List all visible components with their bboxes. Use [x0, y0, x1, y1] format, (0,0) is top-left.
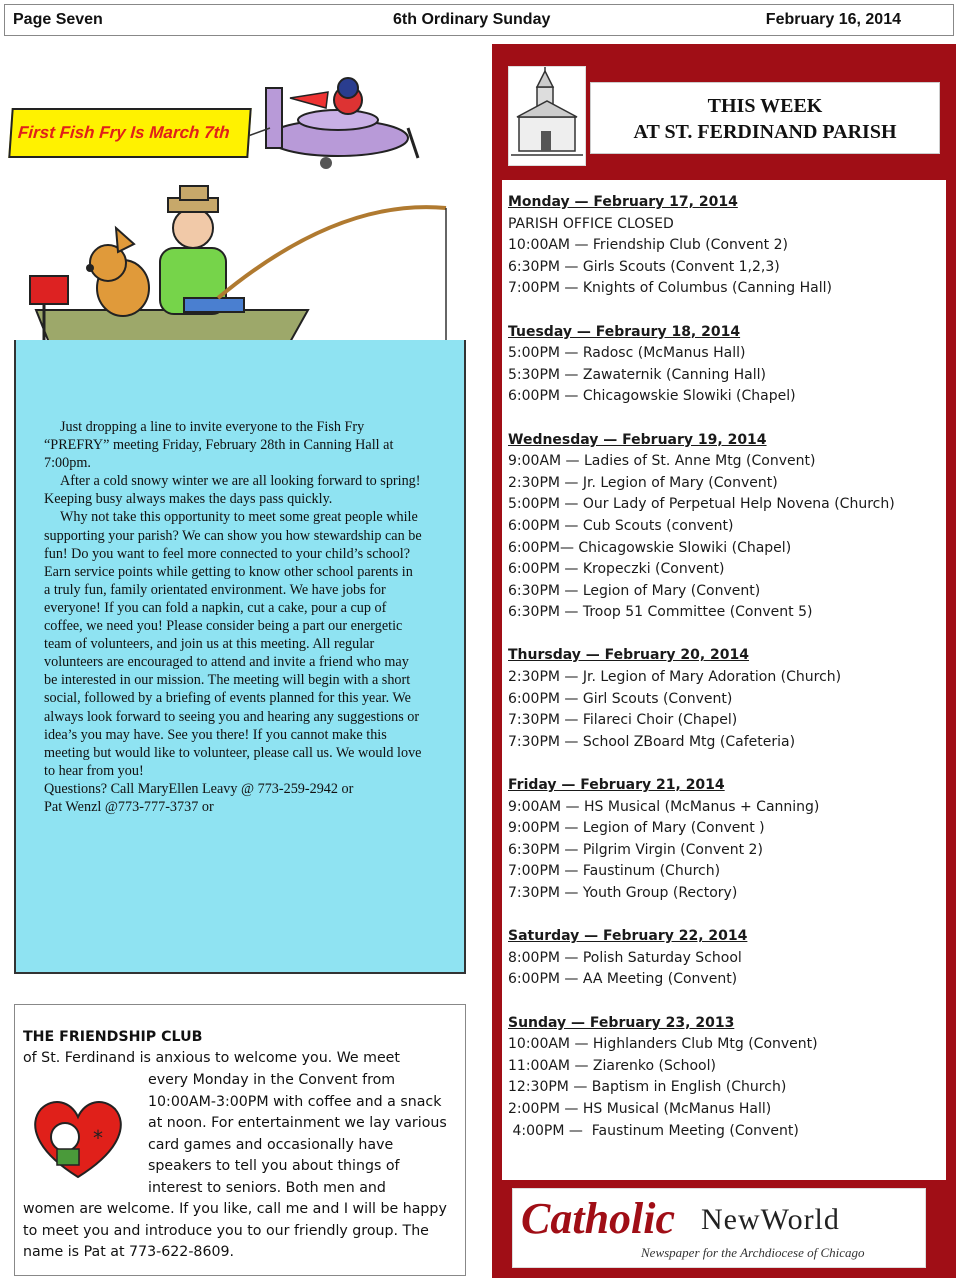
ad-tagline: Newspaper for the Archdiocese of Chicago — [641, 1245, 865, 1260]
friendship-club-intro: of St. Ferdinand is anxious to welcome you. We meet — [23, 1050, 400, 1066]
fish-fry-paragraph: Why not take this opportunity to meet some great people while supporting your parish? We can show you how stewardship can be fun! Do you want to feel more connected to your child’s school? Earn service points while getting to know other school parents in a truly fun, family orientated environment. We have jobs for everyone! If you can fold a napkin, cut a cake, pour a cup of coffee, we need you! Please consider being a part our energetic team of volunteers, and join us at this meeting. All regular volunteers are encouraged to attend and invite a friend who may be interested in our mission. The meeting will begin with a short social, followed by a briefing of events planned for this year. We always look forward to seeing you and hearing any suggestions or idea’s you may have. See you there! If you cannot make this meeting but would like to volunteer, please call us. We would love to hear from you! — [44, 509, 422, 779]
friendship-club-title: THE FRIENDSHIP CLUB — [23, 1029, 203, 1045]
schedule-item: 2:00PM — HS Musical (McManus Hall) — [508, 1100, 772, 1117]
schedule-item: 6:00PM — Girl Scouts (Convent) — [508, 690, 733, 707]
schedule-day-title: Friday — February 21, 2014 — [508, 777, 725, 794]
schedule-item: 7:00PM — Faustinum (Church) — [508, 863, 721, 880]
schedule-day-title: Tuesday — Febraury 18, 2014 — [508, 323, 741, 340]
heart-icon — [23, 1093, 133, 1183]
ad-logo-newworld — [701, 1203, 840, 1237]
fish-fry-contact: Questions? Call MaryEllen Leavy @ 773-259-2942 or — [44, 780, 354, 797]
dog-icon — [86, 228, 149, 316]
schedule-day-title: Wednesday — February 19, 2014 — [508, 431, 767, 448]
fish-fry-paragraph: After a cold snowy winter we are all looking forward to spring! Keeping busy always makes the days pass quickly. — [44, 473, 421, 508]
schedule-item: 10:00AM — Friendship Club (Convent 2) — [508, 237, 788, 254]
schedule-item: 9:00PM — Legion of Mary (Convent ) — [508, 820, 765, 837]
schedule-item: 7:30PM — Filareci Choir (Chapel) — [508, 712, 738, 729]
this-week-title — [590, 82, 940, 154]
schedule-day — [508, 775, 940, 905]
schedule-item: 5:00PM — Radosc (McManus Hall) — [508, 345, 746, 362]
friendship-club-details: every Monday in the Convent from 10:00AM-3:00PM with coffee and a snack at noon. For entertainment we lay various card games and occasionally have speakers to tell you about things of interest to seniors. Both men and — [148, 1072, 447, 1196]
schedule-item: 6:00PM — Cub Scouts (convent) — [508, 517, 734, 534]
fisherman-icon — [160, 186, 244, 314]
church-image — [508, 66, 586, 166]
schedule-item: PARISH OFFICE CLOSED — [508, 215, 674, 232]
schedule-item: 7:30PM — School ZBoard Mtg (Cafeteria) — [508, 733, 796, 750]
schedule-item: 7:00PM — Knights of Columbus (Canning Hall) — [508, 280, 832, 297]
svg-text:*: * — [93, 1126, 103, 1150]
schedule-day — [508, 430, 940, 624]
schedule-item: 5:30PM — Zawaternik (Canning Hall) — [508, 366, 767, 383]
schedule-day — [508, 926, 940, 991]
this-week-title-line2: AT ST. FERDINAND PARISH — [633, 121, 897, 143]
schedule-item: 11:00AM — Ziarenko (School) — [508, 1057, 716, 1074]
schedule-item: 9:00AM — Ladies of St. Anne Mtg (Convent) — [508, 453, 816, 470]
schedule-item: 10:00AM — Highlanders Club Mtg (Convent) — [508, 1036, 818, 1053]
church-icon — [509, 67, 585, 165]
schedule-item: 6:30PM — Legion of Mary (Convent) — [508, 582, 761, 599]
friendship-club-contact: women are welcome. If you like, call me and I will be happy to meet you and introduce you to our friendly group. The name is Pat at 773-622-8609. — [23, 1201, 447, 1261]
page-header — [4, 4, 954, 36]
schedule-item: 5:00PM — Our Lady of Perpetual Help Novena (Church) — [508, 496, 895, 513]
schedule-item: 6:00PM — Chicagowskie Slowiki (Chapel) — [508, 388, 796, 405]
schedule-day-title: Sunday — February 23, 2013 — [508, 1014, 735, 1031]
schedule-item: 4:00PM — Faustinum Meeting (Convent) — [508, 1122, 799, 1139]
friendship-club-box — [14, 1004, 466, 1276]
airplane-icon — [266, 78, 418, 169]
schedule-day — [508, 322, 940, 408]
page-number: Page Seven — [13, 11, 103, 28]
fish-fry-paragraph: Just dropping a line to invite everyone to the Fish Fry “PREFRY” meeting Friday, February 28th in Canning Hall at 7:00pm. — [44, 419, 394, 472]
fish-fry-contact: Pat Wenzl @773-777-3737 or — [44, 798, 214, 815]
schedule-day — [508, 645, 940, 753]
schedule-day — [508, 1013, 940, 1143]
catholic-new-world-ad[interactable] — [512, 1188, 926, 1268]
schedule-item: 6:30PM — Pilgrim Virgin (Convent 2) — [508, 841, 763, 858]
weekly-schedule — [502, 180, 946, 1180]
schedule-item: 6:30PM — Troop 51 Committee (Convent 5) — [508, 604, 813, 621]
this-week-title-line1: THIS WEEK — [707, 95, 823, 117]
schedule-item: 6:30PM — Girls Scouts (Convent 1,2,3) — [508, 258, 780, 275]
schedule-day-title: Thursday — February 20, 2014 — [508, 647, 750, 664]
header-date: February 16, 2014 — [765, 11, 901, 28]
liturgical-sunday: 6th Ordinary Sunday — [393, 11, 551, 28]
ad-logo-world: World — [760, 1203, 840, 1236]
schedule-item: 8:00PM — Polish Saturday School — [508, 949, 742, 966]
schedule-item: 9:00AM — HS Musical (McManus + Canning) — [508, 798, 820, 815]
fish-fry-announcement — [44, 418, 422, 816]
schedule-item: 6:00PM — AA Meeting (Convent) — [508, 971, 738, 988]
schedule-item: 6:00PM— Chicagowskie Slowiki (Chapel) — [508, 539, 792, 556]
schedule-day — [508, 192, 940, 300]
schedule-day-title: Monday — February 17, 2014 — [508, 194, 738, 210]
schedule-item: 6:00PM — Kropeczki (Convent) — [508, 561, 725, 578]
ad-logo-new: New — [701, 1203, 761, 1236]
schedule-item: 7:30PM — Youth Group (Rectory) — [508, 885, 738, 901]
schedule-item: 12:30PM — Baptism in English (Church) — [508, 1079, 787, 1096]
schedule-item: 2:30PM — Jr. Legion of Mary (Convent) — [508, 474, 778, 491]
fish-fry-banner: First Fish Fry Is March 7th — [8, 108, 251, 158]
schedule-item: 2:30PM — Jr. Legion of Mary Adoration (Church) — [508, 669, 842, 686]
schedule-day-title: Saturday — February 22, 2014 — [508, 928, 748, 945]
ad-logo-catholic: Catholic — [521, 1194, 676, 1243]
